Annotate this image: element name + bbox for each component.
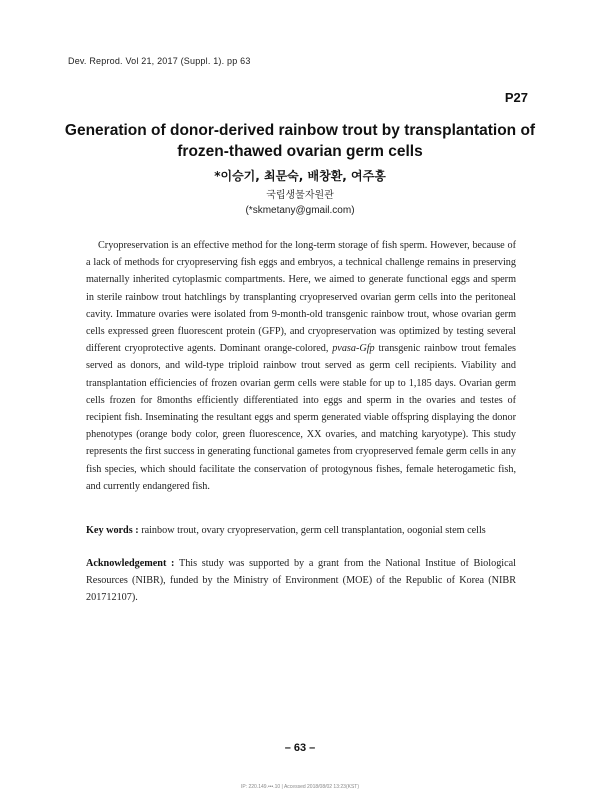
acknowledgement-text: This study was supported by a grant from the National Institue of Biological Resources (NIBR), funded by the Ministry of Environment (MOE) of the Republic of Korea (NIBR 201712107).	[86, 558, 516, 604]
acknowledgement	[86, 555, 516, 607]
journal-citation: Dev. Reprod. Vol 21, 2017 (Suppl. 1). pp 63	[68, 56, 251, 66]
acknowledgement-label: Acknowledgement :	[86, 558, 175, 569]
paper-title	[60, 120, 540, 162]
poster-id: P27	[504, 90, 528, 105]
keywords-text: rainbow trout, ovary cryopreservation, germ cell transplantation, oogonial stem cells	[138, 525, 486, 536]
access-footer: IP: 220.149.•••.10 | Accessed 2018/08/02 13:23(KST)	[240, 784, 359, 790]
title-line-2: frozen-thawed ovarian germ cells	[177, 143, 423, 160]
page-number: – 63 –	[284, 742, 316, 754]
authors: *이승기, 최문숙, 배창환, 여주홍	[214, 169, 386, 183]
abstract-part-2: transgenic rainbow trout females served as donors, and wild-type triploid rainbow trout served as germ cell recipients. Viability and transplantation efficiencies of frozen ovarian germ cells were stable for up to 1,185 days. Ovarian germ cells frozen for 8months efficiently differentiated into eggs and sperm in the ovaries and testes of recipient fish. Inseminating the resultant eggs and sperm generated viable offspring displaying the donor phenotypes (orange body color, green fluorescence, XX ovaries, and matching karyotype). This study represents the first success in generating functional gametes from cryopreserved female germ cells in any fish species, which should facilitate the conservation of protogynous fishes, female heterogametic fish, and currently endangered fish.	[86, 343, 516, 492]
keywords-label: Key words :	[86, 525, 139, 536]
author-email: (*skmetany@gmail.com)	[245, 205, 355, 216]
abstract-body	[86, 237, 516, 495]
abstract-part-1: Cryopreservation is an effective method for the long-term storage of fish sperm. However, because of a lack of methods for cryopreserving fish eggs and embryos, a technical challenge remains in preserving maternally inherited cytoplasmic compartments. Here, we aimed to generate functional eggs and sperm in sterile rainbow trout hatchlings by transplanting cryopreserved ovarian germ cells into the peritoneal cavity. Immature ovaries were isolated from 9-month-old transgenic rainbow trout, whose ovarian germ cells expressed green fluorescent protein (GFP), and cryopreservation was optimized by testing several different cryoprotective agents. Dominant orange-colored,	[86, 240, 516, 355]
keywords	[86, 522, 516, 539]
affiliation: 국립생물자원관	[266, 190, 334, 201]
abstract-gene-name: pvasa-Gfp	[332, 343, 375, 355]
title-line-1: Generation of donor-derived rainbow trout by transplantation of	[64, 122, 536, 139]
